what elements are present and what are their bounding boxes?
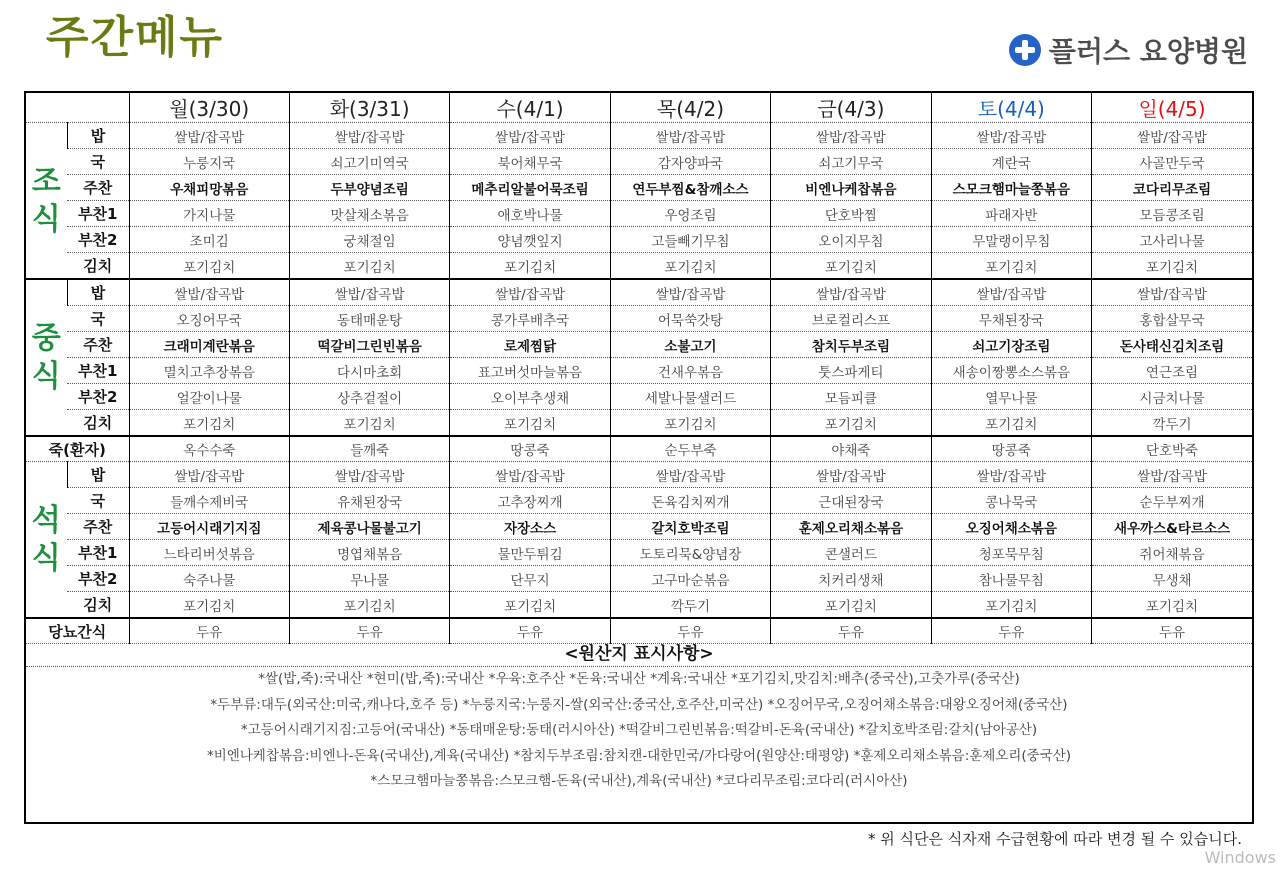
menu-cell: 깍두기 <box>1092 410 1252 437</box>
menu-cell: 쥐어채볶음 <box>1092 540 1252 566</box>
menu-cell: 쌀밥/잡곡밥 <box>450 462 610 488</box>
menu-cell: 포기김치 <box>771 592 931 619</box>
menu-cell: 무말랭이무침 <box>931 227 1091 253</box>
menu-cell: 들깨죽 <box>289 436 449 462</box>
menu-cell: 연근조림 <box>1092 358 1252 384</box>
menu-cell: 포기김치 <box>1092 253 1252 280</box>
menu-cell: 포기김치 <box>289 410 449 437</box>
menu-cell: 크래미계란볶음 <box>129 332 289 358</box>
menu-cell: 동태매운탕 <box>289 306 449 332</box>
menu-cell: 콩가루배추국 <box>450 306 610 332</box>
menu-cell: 땅콩죽 <box>931 436 1091 462</box>
meal-name-char: 식 <box>31 358 61 394</box>
menu-cell: 소불고기 <box>610 332 770 358</box>
menu-cell: 상추겉절이 <box>289 384 449 410</box>
menu-cell: 포기김치 <box>1092 592 1252 619</box>
menu-cell: 우엉조림 <box>610 201 770 227</box>
menu-cell: 단호박죽 <box>1092 436 1252 462</box>
menu-cell: 깍두기 <box>610 592 770 619</box>
menu-cell: 로제찜닭 <box>450 332 610 358</box>
menu-cell: 물만두튀김 <box>450 540 610 566</box>
row-label: 국 <box>67 149 129 175</box>
menu-cell: 떡갈비그린빈볶음 <box>289 332 449 358</box>
menu-cell: 건새우볶음 <box>610 358 770 384</box>
menu-cell: 포기김치 <box>129 253 289 280</box>
menu-row <box>26 175 1252 201</box>
day-header: 수(4/1) <box>450 93 610 123</box>
menu-cell: 야채죽 <box>771 436 931 462</box>
menu-cell: 참치두부조림 <box>771 332 931 358</box>
menu-cell: 열무나물 <box>931 384 1091 410</box>
menu-cell: 순두부죽 <box>610 436 770 462</box>
menu-cell: 감자양파국 <box>610 149 770 175</box>
origin-line: *쌀(밥,죽):국내산 *현미(밥,죽):국내산 *우육:호주산 *돈육:국내산 *계육:국내산 *포기김치,맛김치:배추(중국산),고춧가루(중국산) <box>258 671 1020 687</box>
row-label: 주찬 <box>67 514 129 540</box>
meal-name-char: 중 <box>31 320 61 356</box>
menu-row <box>26 279 1252 306</box>
menu-cell: 파래자반 <box>931 201 1091 227</box>
menu-row <box>26 123 1252 149</box>
menu-cell: 누룽지국 <box>129 149 289 175</box>
menu-cell: 양념깻잎지 <box>450 227 610 253</box>
menu-row <box>26 566 1252 592</box>
menu-row <box>26 462 1252 488</box>
origin-line: *스모크햄마늘쫑볶음:스모크햄-돈육(국내산),계육(국내산) *코다리무조림:코다리(러시아산) <box>370 773 908 789</box>
menu-cell: 쇠고기미역국 <box>289 149 449 175</box>
menu-row <box>26 592 1252 619</box>
menu-cell: 가지나물 <box>129 201 289 227</box>
menu-cell: 느타리버섯볶음 <box>129 540 289 566</box>
menu-cell: 쌀밥/잡곡밥 <box>771 279 931 306</box>
menu-cell: 우채피망볶음 <box>129 175 289 201</box>
menu-cell: 표고버섯마늘볶음 <box>450 358 610 384</box>
menu-row <box>26 253 1252 280</box>
menu-cell: 두유 <box>129 618 289 644</box>
menu-cell: 스모크햄마늘쫑볶음 <box>931 175 1091 201</box>
windows-watermark: Windows <box>1204 848 1276 867</box>
row-label: 부찬2 <box>67 384 129 410</box>
menu-cell: 포기김치 <box>450 253 610 280</box>
menu-cell: 오이지무침 <box>771 227 931 253</box>
row-label: 주찬 <box>67 332 129 358</box>
menu-row <box>26 306 1252 332</box>
menu-cell: 연두부찜&참깨소스 <box>610 175 770 201</box>
menu-cell: 포기김치 <box>931 253 1091 280</box>
menu-cell: 쌀밥/잡곡밥 <box>610 462 770 488</box>
menu-cell: 포기김치 <box>931 592 1091 619</box>
menu-change-note: * 위 식단은 식자재 수급현황에 따라 변경 될 수 있습니다. <box>868 830 1242 848</box>
menu-cell: 들깨수제비국 <box>129 488 289 514</box>
menu-cell: 쌀밥/잡곡밥 <box>771 462 931 488</box>
page-title: 주간메뉴 <box>46 12 225 63</box>
row-label: 김치 <box>67 592 129 619</box>
menu-cell: 두유 <box>610 618 770 644</box>
menu-cell: 제육콩나물불고기 <box>289 514 449 540</box>
menu-cell: 단무지 <box>450 566 610 592</box>
menu-cell: 애호박나물 <box>450 201 610 227</box>
menu-cell: 포기김치 <box>129 592 289 619</box>
menu-cell: 두유 <box>1092 618 1252 644</box>
menu-cell: 다시마초회 <box>289 358 449 384</box>
meal-name <box>26 462 67 619</box>
row-label: 김치 <box>67 410 129 437</box>
menu-cell: 포기김치 <box>289 592 449 619</box>
menu-cell: 청포묵무침 <box>931 540 1091 566</box>
row-label: 부찬1 <box>67 358 129 384</box>
menu-cell: 새송이짱뽕소스볶음 <box>931 358 1091 384</box>
menu-cell: 돈육김치찌개 <box>610 488 770 514</box>
menu-cell: 유채된장국 <box>289 488 449 514</box>
meal-name-char: 식 <box>31 540 61 576</box>
menu-cell: 쌀밥/잡곡밥 <box>450 279 610 306</box>
meal-name-char: 식 <box>31 201 61 237</box>
menu-cell: 무채된장국 <box>931 306 1091 332</box>
menu-cell: 두유 <box>450 618 610 644</box>
row-label: 당뇨간식 <box>26 618 129 644</box>
menu-cell: 쌀밥/잡곡밥 <box>771 123 931 149</box>
menu-cell: 얼갈이나물 <box>129 384 289 410</box>
menu-cell: 콘샐러드 <box>771 540 931 566</box>
menu-cell: 쌀밥/잡곡밥 <box>1092 462 1252 488</box>
origin-line: *고등어시래기지짐:고등어(국내산) *동태매운탕:동태(러시아산) *떡갈비그린빈볶음:떡갈비-돈육(국내산) *갈치호박조림:갈치(남아공산) <box>240 722 1038 738</box>
menu-cell: 쌀밥/잡곡밥 <box>1092 123 1252 149</box>
menu-cell: 단호박찜 <box>771 201 931 227</box>
menu-cell: 쌀밥/잡곡밥 <box>610 123 770 149</box>
menu-cell: 오이부추생채 <box>450 384 610 410</box>
menu-cell: 메추리알불어묵조림 <box>450 175 610 201</box>
menu-cell: 고추장찌개 <box>450 488 610 514</box>
meal-name <box>26 279 67 436</box>
menu-cell: 포기김치 <box>610 253 770 280</box>
menu-cell: 포기김치 <box>450 592 610 619</box>
menu-cell: 포기김치 <box>450 410 610 437</box>
menu-cell: 쌀밥/잡곡밥 <box>1092 279 1252 306</box>
hospital-brand <box>1009 30 1248 70</box>
menu-row <box>26 384 1252 410</box>
row-label: 밥 <box>67 462 129 488</box>
menu-cell: 고등어시래기지짐 <box>129 514 289 540</box>
menu-cell: 쌀밥/잡곡밥 <box>289 123 449 149</box>
menu-cell: 두유 <box>289 618 449 644</box>
menu-cell: 콩나묵국 <box>931 488 1091 514</box>
menu-cell: 두유 <box>771 618 931 644</box>
menu-cell: 계란국 <box>931 149 1091 175</box>
menu-row <box>26 201 1252 227</box>
menu-cell: 포기김치 <box>610 410 770 437</box>
menu-cell: 오징어채소볶음 <box>931 514 1091 540</box>
day-header: 일(4/5) <box>1092 93 1252 123</box>
menu-cell: 코다리무조림 <box>1092 175 1252 201</box>
menu-cell: 무생채 <box>1092 566 1252 592</box>
menu-row <box>26 410 1252 437</box>
day-header: 월(3/30) <box>129 93 289 123</box>
day-header: 토(4/4) <box>931 93 1091 123</box>
menu-cell: 홍합살무국 <box>1092 306 1252 332</box>
menu-cell: 옥수수죽 <box>129 436 289 462</box>
menu-cell: 어묵쑥갓탕 <box>610 306 770 332</box>
menu-cell: 돈사태신김치조림 <box>1092 332 1252 358</box>
menu-cell: 두유 <box>931 618 1091 644</box>
day-header-row <box>26 93 1252 123</box>
row-label: 김치 <box>67 253 129 280</box>
menu-cell: 궁채절임 <box>289 227 449 253</box>
menu-cell: 북어채무국 <box>450 149 610 175</box>
menu-cell: 새우까스&타르소스 <box>1092 514 1252 540</box>
menu-cell: 도토리묵&양념장 <box>610 540 770 566</box>
menu-cell: 모듬피클 <box>771 384 931 410</box>
menu-cell: 쌀밥/잡곡밥 <box>129 462 289 488</box>
weekly-menu-table <box>24 91 1254 644</box>
menu-cell: 멸치고추장볶음 <box>129 358 289 384</box>
row-label: 부찬2 <box>67 227 129 253</box>
menu-cell: 쌀밥/잡곡밥 <box>289 462 449 488</box>
origin-title: <원산지 표시사항> <box>26 642 1252 667</box>
menu-row <box>26 358 1252 384</box>
menu-cell: 툿스파게티 <box>771 358 931 384</box>
menu-cell: 모듬콩조림 <box>1092 201 1252 227</box>
menu-cell: 숙주나물 <box>129 566 289 592</box>
diabetic-snack-row <box>26 618 1252 644</box>
menu-cell: 고구마순볶음 <box>610 566 770 592</box>
menu-cell: 훈제오리채소볶음 <box>771 514 931 540</box>
menu-cell: 쌀밥/잡곡밥 <box>289 279 449 306</box>
plus-cross-icon <box>1009 34 1041 66</box>
menu-row <box>26 227 1252 253</box>
row-label: 국 <box>67 488 129 514</box>
origin-line: *비엔나케찹볶음:비엔나-돈육(국내산),계육(국내산) *참치두부조림:참치캔-대한민국/가다랑어(원양산:태평양) *훈제오리채소볶음:훈제오리(중국산) <box>206 747 1072 764</box>
menu-cell: 명엽채볶음 <box>289 540 449 566</box>
menu-cell: 포기김치 <box>129 410 289 437</box>
menu-cell: 쌀밥/잡곡밥 <box>129 279 289 306</box>
menu-cell: 자장소스 <box>450 514 610 540</box>
menu-cell: 고사리나물 <box>1092 227 1252 253</box>
menu-row <box>26 540 1252 566</box>
menu-cell: 쌀밥/잡곡밥 <box>931 123 1091 149</box>
origin-line: *두부류:대두(외국산:미국,캐나다,호주 등) *누룽지국:누룽지-쌀(외국산:중국산,호주산,미국산) *오징어무국,오징어채소볶음:대왕오징어채(중국산) <box>210 696 1068 713</box>
menu-cell: 쌀밥/잡곡밥 <box>931 279 1091 306</box>
menu-cell: 브로컬리스프 <box>771 306 931 332</box>
menu-row <box>26 488 1252 514</box>
menu-cell: 시금치나물 <box>1092 384 1252 410</box>
menu-cell: 비엔나케찹볶음 <box>771 175 931 201</box>
menu-row <box>26 332 1252 358</box>
menu-cell: 조미김 <box>129 227 289 253</box>
menu-cell: 쇠고기무국 <box>771 149 931 175</box>
row-label: 밥 <box>67 123 129 149</box>
day-header: 금(4/3) <box>771 93 931 123</box>
menu-row <box>26 514 1252 540</box>
brand-name: 플러스 요양병원 <box>1048 35 1248 68</box>
menu-cell: 고들빼기무침 <box>610 227 770 253</box>
row-label: 주찬 <box>67 175 129 201</box>
row-label: 부찬1 <box>67 540 129 566</box>
menu-row <box>26 149 1252 175</box>
porridge-row <box>26 436 1252 462</box>
row-label: 국 <box>67 306 129 332</box>
day-header: 화(3/31) <box>289 93 449 123</box>
menu-cell: 쇠고기장조림 <box>931 332 1091 358</box>
menu-cell: 맛살채소볶음 <box>289 201 449 227</box>
menu-cell: 사골만두국 <box>1092 149 1252 175</box>
meal-name <box>26 123 67 280</box>
menu-cell: 무나물 <box>289 566 449 592</box>
row-label: 부찬2 <box>67 566 129 592</box>
menu-cell: 두부양념조림 <box>289 175 449 201</box>
menu-cell: 포기김치 <box>931 410 1091 437</box>
corner-cell <box>26 93 129 123</box>
menu-cell: 순두부찌개 <box>1092 488 1252 514</box>
meal-name-char: 조 <box>31 163 61 199</box>
menu-cell: 갈치호박조림 <box>610 514 770 540</box>
menu-cell: 오징어무국 <box>129 306 289 332</box>
menu-cell: 포기김치 <box>771 253 931 280</box>
menu-cell: 쌀밥/잡곡밥 <box>610 279 770 306</box>
origin-notice <box>24 642 1254 824</box>
menu-cell: 쌀밥/잡곡밥 <box>931 462 1091 488</box>
menu-cell: 참나물무침 <box>931 566 1091 592</box>
row-label: 밥 <box>67 279 129 306</box>
row-label: 부찬1 <box>67 201 129 227</box>
menu-cell: 쌀밥/잡곡밥 <box>129 123 289 149</box>
menu-cell: 포기김치 <box>771 410 931 437</box>
menu-cell: 세발나물샐러드 <box>610 384 770 410</box>
menu-cell: 쌀밥/잡곡밥 <box>450 123 610 149</box>
menu-cell: 땅콩죽 <box>450 436 610 462</box>
meal-name-char: 석 <box>31 502 61 538</box>
menu-cell: 치커리생채 <box>771 566 931 592</box>
menu-cell: 근대된장국 <box>771 488 931 514</box>
row-label: 죽(환자) <box>26 436 129 462</box>
day-header: 목(4/2) <box>610 93 770 123</box>
menu-cell: 포기김치 <box>289 253 449 280</box>
